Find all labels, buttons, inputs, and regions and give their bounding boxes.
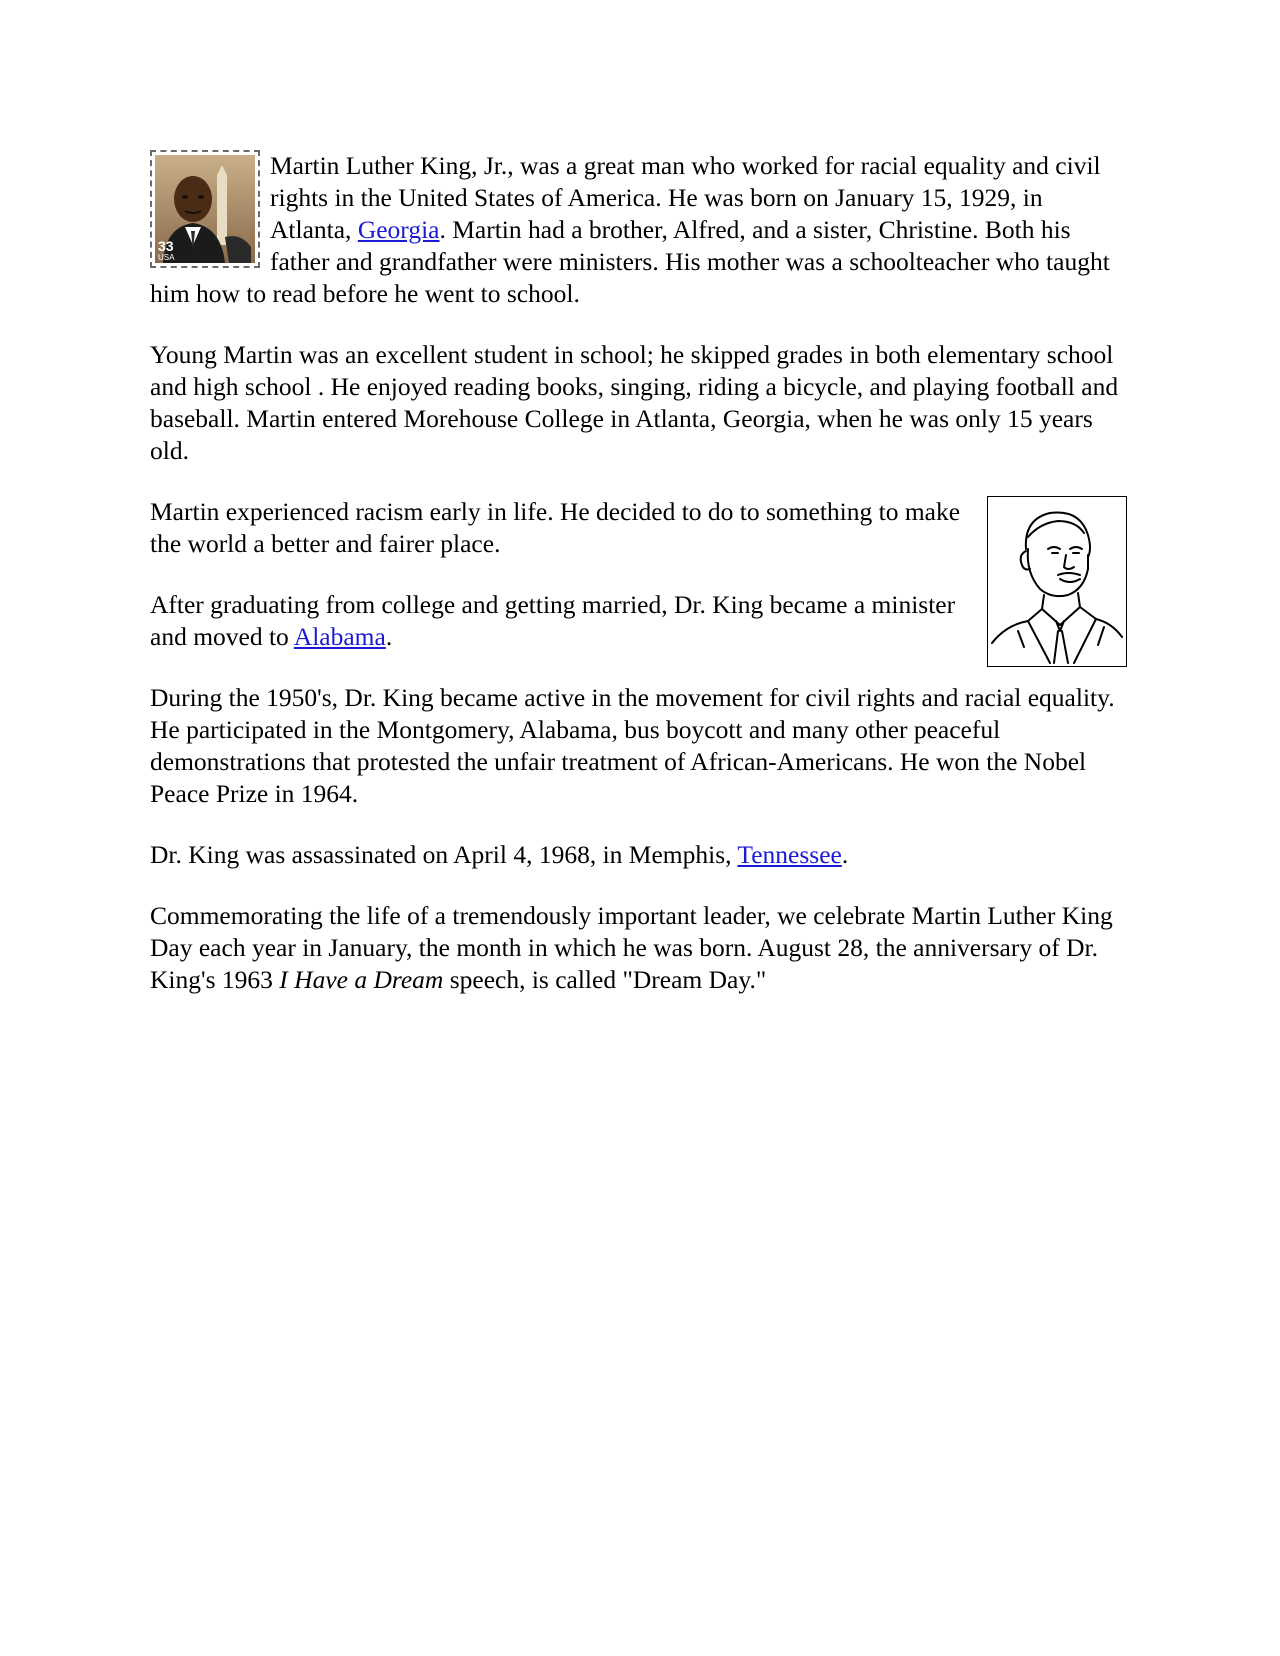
alabama-link[interactable]: Alabama [293,622,386,651]
stamp-denomination: 33 [158,238,174,254]
paragraph-school: Young Martin was an excellent student in school; he skipped grades in both elementary school and high school . He enjoyed reading books, singing, riding a bicycle, and playing football and baseball. Martin entered Morehouse College in Atlanta, Georgia, when he was only 15 years old. [150,340,1119,465]
intro-text-end: . Martin had a brother, Alfred, and a sister, Christine. Both his father and grandfather were ministers. His mother was a schoolteacher who taught him how to read before he went to school. [150,215,1110,308]
minister-text-end: . [385,622,393,651]
paragraph-assassination [150,839,1127,871]
assassination-text-start: Dr. King was assassinated on April 4, 1968, in Memphis, [150,840,738,869]
georgia-link[interactable]: Georgia [357,215,440,244]
assassination-text-end: . [841,840,849,869]
commemoration-text-end: speech, is called "Dream Day." [443,965,767,994]
tennessee-link[interactable]: Tennessee [737,840,842,869]
commemoration-text-start: Commemorating the life of a tremendously important leader, we celebrate Martin Luther King Day each year in January, the month in which he was born. August 28, the anniversary of Dr. King's 1963 [150,901,1113,994]
paragraph-commemoration [150,900,1127,996]
speech-title: I Have a Dream [279,965,444,994]
intro-text-start: Martin Luther King, Jr., was a great man who worked for racial equality and civil rights in the United States of America. He was born on January 15, 1929, in Atlanta, [270,151,1101,244]
mlk-line-portrait-icon [988,497,1125,665]
stamp-country: USA [158,253,175,262]
mlk-stamp-image [150,150,260,268]
paragraph-minister [150,589,1127,653]
paragraph-intro [150,150,1127,310]
minister-text-start: After graduating from college and getting married, Dr. King became a minister and moved to [150,590,956,651]
mlk-sketch-image [987,496,1127,667]
article [150,150,1127,1025]
paragraph-racism: Martin experienced racism early in life. He decided to do to something to make the world a better and fairer place. [150,497,961,558]
paragraph-civil-rights: During the 1950's, Dr. King became active in the movement for civil rights and racial equality. He participated in the Montgomery, Alabama, bus boycott and many other peaceful demonstrations that protested the unfair treatment of African-Americans. He won the Nobel Peace Prize in 1964. [150,683,1115,808]
